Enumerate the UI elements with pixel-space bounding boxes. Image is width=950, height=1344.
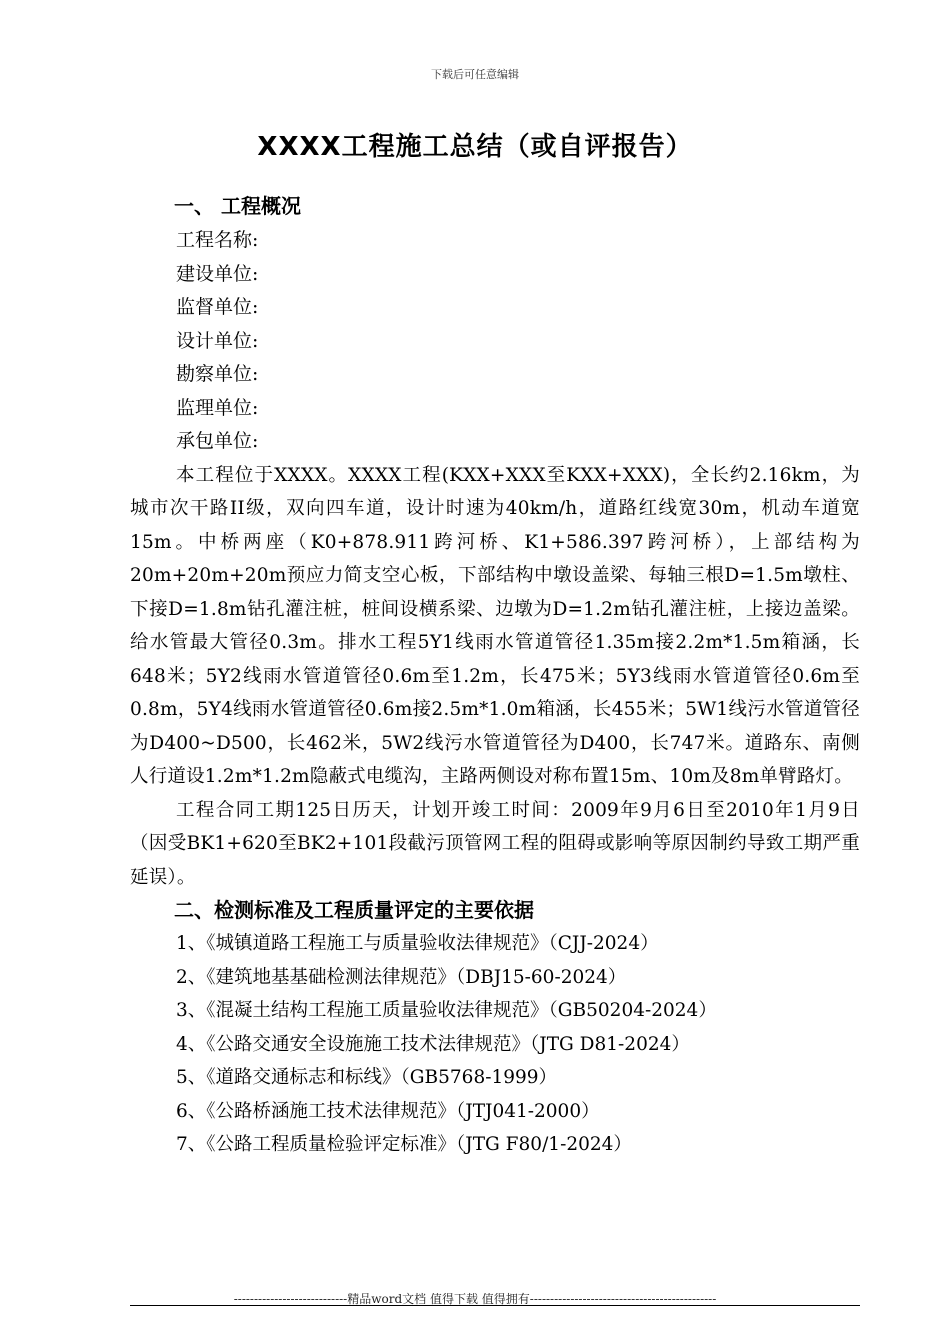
reference-item: 5、《道路交通标志和标线》（GB5768-1999） — [176, 1067, 558, 1088]
field-construction-unit: 建设单位: — [176, 262, 259, 285]
field-supervision-authority: 监督单位: — [176, 296, 259, 318]
field-supervisor-unit: 监理单位: — [176, 396, 259, 419]
reference-item: 3、《混凝土结构工程施工质量验收法律规范》（GB50204-2024） — [176, 1000, 717, 1021]
reference-item: 6、《公路桥涵施工技术法律规范》（JTJ041-2000） — [176, 1100, 600, 1122]
footer-note: ----------------------------精品word文档 值得下载 值得拥有---------------------------------------------- — [233, 1292, 717, 1306]
document-body — [130, 190, 860, 1162]
reference-item: 1、《城镇道路工程施工与质量验收法律规范》（CJJ-2024） — [176, 933, 659, 954]
field-design-unit: 设计单位: — [176, 329, 259, 352]
section-heading-standards: 二、检测标准及工程质量评定的主要依据 — [174, 898, 534, 922]
reference-item: 4、《公路交通安全设施施工技术法律规范》（JTG D81-2024） — [176, 1033, 690, 1055]
field-contractor-unit: 承包单位: — [176, 430, 259, 452]
reference-item: 2、《建筑地基基础检测法律规范》（DBJ15-60-2024） — [176, 966, 627, 988]
field-project-name: 工程名称: — [176, 229, 259, 251]
document-title: XXXX工程施工总结（或自评报告） — [257, 132, 693, 162]
paragraph-schedule: 工程合同工期125日历天，计划开竣工时间：2009年9月6日至2010年1月9日（因受BK1+620至BK2+101段截污顶管网工程的阻碍或影响等原因制约导致工期严重延误）。 — [130, 799, 860, 888]
header-note: 下载后可任意编辑 — [431, 68, 519, 81]
section-heading-overview: 一、 工程概况 — [174, 194, 301, 218]
reference-item: 7、《公路工程质量检验评定标准》（JTG F80/1-2024） — [176, 1134, 632, 1155]
footer-divider — [130, 1305, 860, 1306]
field-survey-unit: 勘察单位: — [176, 363, 259, 385]
paragraph-project-description: 本工程位于XXXX。XXXX工程(KXX+XXX至KXX+XXX)，全长约2.16km，为城市次干路II级，双向四车道，设计时速为40km/h，道路红线宽30m，机动车道宽15m。中桥两座（K0+878.911跨河桥、K1+586.397跨河桥），上部结构为20m+20m+20m预应力简支空心板，下部结构中墩设盖梁、每轴三根D=1.5m墩柱、下接D=1.8m钻孔灌注桩，桩间设横系梁、边墩为D=1.2m钻孔灌注桩，上接边盖梁。给水管最大管径0.3m。排水工程5Y1线雨水管道管径1.35m接2.2m*1.5m箱涵，长648米；5Y2线雨水管道管径0.6m至1.2m，长475米；5Y3线雨水管道管径0.6m至0.8m，5Y4线雨水管道管径0.6m接2.5m*1.0m箱涵，长455米；5W1线污水管道管径为D400~D500，长462米，5W2线污水管道管径为D400，长747米。道路东、南侧人行道设1.2m*1.2m隐蔽式电缆沟，主路两侧设对称布置15m、10m及8m单臂路灯。 — [130, 464, 860, 787]
